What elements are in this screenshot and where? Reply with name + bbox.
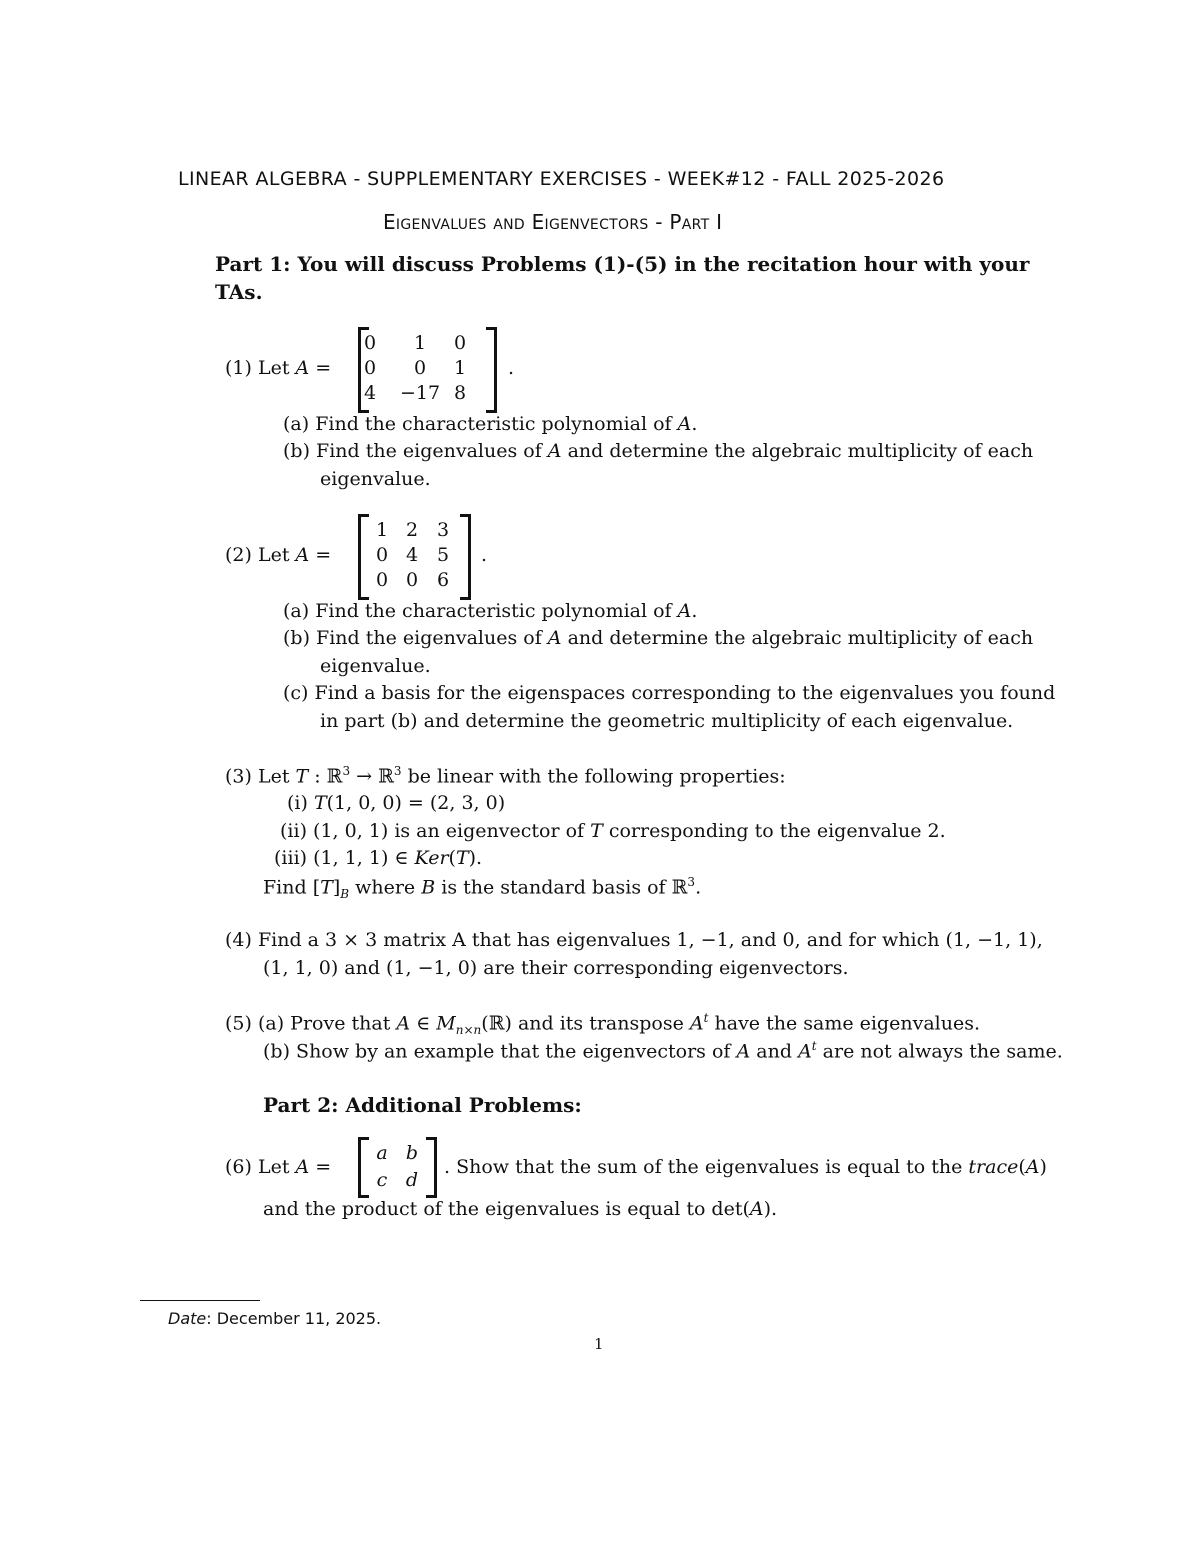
problem-5b: (b) Show by an example that the eigenvectors of A and $A^t$ are not always the same.: [263, 1039, 1063, 1063]
problem-1a: (a) Find the characteristic polynomial of A.: [283, 413, 698, 435]
problem-2c: (c) Find a basis for the eigenspaces corresponding to the eigenvalues you found: [283, 682, 1056, 704]
matrix-cell: 1: [453, 357, 467, 379]
problem-4: (4) Find a 3 × 3 matrix A that has eigenvalues 1, −1, and 0, and for which (1, −1, 1),: [225, 929, 1043, 951]
matrix-cell: 8: [453, 382, 467, 404]
problem-3-find: Find $[T]_B$ where B is the standard basis of ℝ$^3$.: [263, 875, 702, 902]
problem-3: (3) Let T : ℝ$^3$ → ℝ$^3$ be linear with the following properties:: [225, 764, 786, 788]
matrix-cell: c: [376, 1169, 388, 1191]
problem-1-label: (1) Let A =: [225, 357, 332, 379]
problem-2b: (b) Find the eigenvalues of A and determine the algebraic multiplicity of each: [283, 627, 1034, 649]
problem-2b-cont: eigenvalue.: [320, 655, 431, 677]
matrix-cell: d: [405, 1169, 419, 1191]
problem-2-label: (2) Let A =: [225, 544, 332, 566]
problem-6-text: . Show that the sum of the eigenvalues is equal to the trace(A): [444, 1156, 1047, 1178]
problem-5a: (5) (a) Prove that A ∈ $M_{n\times n}(ℝ)$ and its transpose $A^t$ have the same eigenvalues.: [225, 1011, 980, 1038]
matrix-cell: a: [376, 1142, 388, 1164]
problem-6-label: (6) Let A =: [225, 1156, 332, 1178]
matrix-cell: 0: [413, 357, 427, 379]
problem-3-ii: (ii) (1, 0, 1) is an eigenvector of T corresponding to the eigenvalue 2.: [280, 820, 946, 842]
problem-3-i: (i) T(1, 0, 0) = (2, 3, 0): [287, 792, 506, 814]
matrix-cell: b: [405, 1142, 419, 1164]
page-number: 1: [594, 1335, 604, 1353]
part1-heading-cont: TAs.: [215, 280, 263, 304]
problem-1b: (b) Find the eigenvalues of A and determine the algebraic multiplicity of each: [283, 440, 1034, 462]
matrix-cell: 0: [363, 332, 377, 354]
matrix-cell: 3: [436, 519, 450, 541]
problem-4-cont: (1, 1, 0) and (1, −1, 0) are their corresponding eigenvectors.: [263, 957, 849, 979]
matrix-cell: 0: [363, 357, 377, 379]
matrix-cell: 4: [363, 382, 377, 404]
footnote-date: Date: December 11, 2025.: [168, 1309, 382, 1328]
problem-3-iii: (iii) (1, 1, 1) ∈ Ker(T).: [274, 847, 483, 869]
problem-2a: (a) Find the characteristic polynomial of A.: [283, 600, 698, 622]
matrix-cell: 0: [405, 569, 419, 591]
matrix-cell: 2: [405, 519, 419, 541]
part1-heading: Part 1: You will discuss Problems (1)-(5) in the recitation hour with your: [215, 252, 1030, 276]
matrix-cell: 1: [413, 332, 427, 354]
document-subtitle: Eigenvalues and Eigenvectors - Part I: [383, 210, 723, 234]
matrix-cell: −17: [400, 382, 441, 404]
problem-2c-cont: in part (b) and determine the geometric multiplicity of each eigenvalue.: [320, 710, 1014, 732]
problem-1b-cont: eigenvalue.: [320, 468, 431, 490]
matrix-cell: 1: [375, 519, 389, 541]
matrix-cell: 0: [375, 544, 389, 566]
matrix-cell: 4: [405, 544, 419, 566]
matrix-cell: 5: [436, 544, 450, 566]
matrix-cell: 0: [375, 569, 389, 591]
footnote-rule: [140, 1300, 260, 1301]
matrix-cell: 0: [453, 332, 467, 354]
part2-heading: Part 2: Additional Problems:: [263, 1093, 582, 1117]
document-title: LINEAR ALGEBRA - SUPPLEMENTARY EXERCISES - WEEK#12 - FALL 2025-2026: [178, 168, 945, 190]
matrix-cell: 6: [436, 569, 450, 591]
problem-6-cont: and the product of the eigenvalues is equal to det(A).: [263, 1198, 778, 1220]
